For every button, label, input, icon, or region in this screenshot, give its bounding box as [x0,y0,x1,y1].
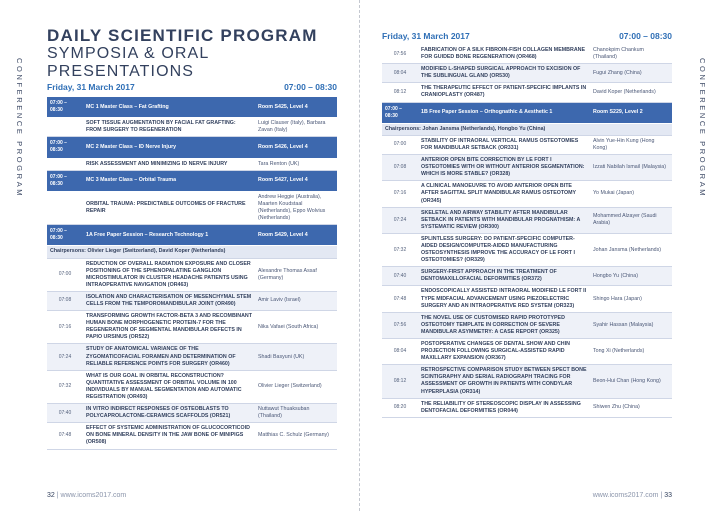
day-header-left [47,80,337,96]
program-row [47,370,337,403]
program-row [47,404,337,423]
talk-time: 07:16 [382,181,418,207]
talk-time: 07:24 [382,207,418,233]
talk-title: THE NOVEL USE OF CUSTOMISED RAPID PROTOTYPED OSTEOTOMY TEMPLATE IN CORRECTION OF SEVERE MANDIBULAR ASYMMETRY: A CASE REPORT (OR325) [418,312,590,338]
program-row [382,83,672,102]
session-title: MC 1 Master Class – Fat Grafting [83,97,255,118]
program-row [47,118,337,137]
footer-url[interactable]: www.icoms2017.com [60,492,127,499]
talk-author: Nuttawut Thuaksuban (Thailand) [255,404,337,423]
session-room: Room S429, Level 4 [255,225,337,246]
program-row [382,181,672,207]
day-label: Friday, 31 March 2017 [382,31,470,41]
talk-title: MODIFIED L-SHAPED SURGICAL APPROACH TO EXCISION OF THE SUBLINGUAL GLAND (OR530) [418,64,590,83]
talk-author: Shadi Basyuni (UK) [255,344,337,370]
talk-author: Chanokpim Chankum (Thailand) [590,45,672,64]
talk-title: SURGERY-FIRST APPROACH IN THE TREATMENT OF DENTOMAXILLOFACIAL DEFORMITIES (OR372) [418,267,590,286]
talk-author: Alvin Yue-Hin Kung (Hong Kong) [590,135,672,154]
program-row [382,339,672,365]
session-time: 07:00 – 08:30 [47,170,83,191]
program-row [382,233,672,266]
session-room: Room S426, Level 4 [255,137,337,158]
talk-author: Amir Laviv (Israel) [255,291,337,310]
talk-time: 07:00 [382,135,418,154]
talk-time: 08:04 [382,339,418,365]
program-row [47,191,337,224]
session-time: 07:00 – 08:30 [47,97,83,118]
talk-title: A CLINICAL MANOEUVRE TO AVOID ANTERIOR OPEN BITE AFTER SAGITTAL SPLIT MANDIBULAR RAMUS OSTEOTOMY (OR345) [418,181,590,207]
talk-time: 07:48 [47,423,83,449]
talk-title: IN VITRO INDIRECT RESPONSES OF OSTEOBLASTS TO POLYCAPROLACTONE-CERAMICS SCAFFOLDS (OR521) [83,404,255,423]
talk-title: ANTERIOR OPEN BITE CORRECTION BY LE FORT I OSTEOTOMIES WITH OR WITHOUT ANTERIOR SEGMENTATION: WHICH IS MORE STABLE? (OR328) [418,155,590,181]
talk-author: Tara Renton (UK) [255,158,337,170]
session-room: Room S427, Level 4 [255,170,337,191]
day-header-right [382,29,672,45]
talk-author: Olivier Lieger (Switzerland) [255,370,337,403]
chairpersons-row [47,246,337,258]
talk-time [47,158,83,170]
talk-title: FABRICATION OF A SILK FIBROIN-FISH COLLAGEN MEMBRANE FOR GUIDED BONE REGENERATION (OR468) [418,45,590,64]
program-row [382,398,672,417]
session-header [47,170,337,191]
talk-title: STABILITY OF INTRAORAL VERTICAL RAMUS OSTEOTOMIES FOR MANDIBULAR SETBACK (OR331) [418,135,590,154]
talk-time: 08:20 [382,398,418,417]
program-row [47,291,337,310]
talk-title: SPLINTLESS SURGERY: DO PATIENT-SPECIFIC COMPUTER-AIDED DESIGN/COMPUTER-AIDED MANUFACTURING OSTEOSYNTHESIS IMPROVE THE ACCURACY OF LE FORT I OSTEOTOMIES? (OR329) [418,233,590,266]
talk-time: 08:12 [382,83,418,102]
program-row [382,312,672,338]
talk-time: 07:32 [382,233,418,266]
session-title: MC 3 Master Class – Orbital Trauma [83,170,255,191]
talk-time: 07:00 [47,258,83,291]
talk-author: David Koper (Netherlands) [590,83,672,102]
talk-author: Yo Mukai (Japan) [590,181,672,207]
footer-left: 32 | www.icoms2017.com [47,492,127,499]
talk-author: Hongbo Yu (China) [590,267,672,286]
program-row [382,155,672,181]
talk-title: ISOLATION AND CHARACTERISATION OF MESENCHYMAL STEM CELLS FROM THE TEMPOROMANDIBULAR JOINT (OR490) [83,291,255,310]
talk-time: 07:40 [47,404,83,423]
talk-time: 08:04 [382,64,418,83]
talk-author: Shingo Hara (Japan) [590,286,672,312]
talk-title: EFFECT OF SYSTEMIC ADMINISTRATION OF GLUCOCORTICOID ON BONE MINERAL DENSITY IN THE JAW BONE OF MINIPIGS (OR508) [83,423,255,449]
session-title: MC 2 Master Class – ID Nerve Injury [83,137,255,158]
talk-author: Matthias C. Schulz (Germany) [255,423,337,449]
talk-title: STUDY OF ANATOMICAL VARIANCE OF THE ZYGOMATICOFACIAL FORAMEN AND DETERMINATION OF RELIABLE REFERENCE POINTS FOR SURGERY (OR460) [83,344,255,370]
talk-time: 07:56 [382,312,418,338]
talk-title: TRANSFORMING GROWTH FACTOR-BETA 3 AND RECOMBINANT HUMAN BONE MORPHOGENETIC PROTEIN-7 FOR THE REGENERATION OF SEGMENTAL MANDIBULAR DEFECTS IN PAPIO URSINUS (OR522) [83,311,255,344]
session-title: 1A Free Paper Session – Research Technology 1 [83,225,255,246]
program-row [382,207,672,233]
talk-time: 07:40 [382,267,418,286]
talk-time [47,118,83,137]
talk-title: WHAT IS OUR GOAL IN ORBITAL RECONSTRUCTION? QUANTITATIVE ASSESSMENT OF ORBITAL VOLUME IN 100 INDIVIDUALS BY MANUAL SEGMENTATION AND AUTOMATIC REGISTRATION (OR493) [83,370,255,403]
program-row [382,267,672,286]
program-row [382,135,672,154]
talk-title: THE RELIABILITY OF STEREOSCOPIC DISPLAY IN ASSESSING DENTOFACIAL DEFORMITIES (OR044) [418,398,590,417]
talk-author: Luigi Clauser (Italy), Barbara Zavan (Italy) [255,118,337,137]
page-number: 32 [47,492,55,499]
talk-title: SKELETAL AND AIRWAY STABILITY AFTER MANDIBULAR SETBACK IN PATIENTS WITH MANDIBULAR PROGNATHISM: A SYSTEMATIC REVIEW (OR300) [418,207,590,233]
side-label-left: CONFERENCE PROGRAM [15,58,24,199]
talk-author: Fugui Zhang (China) [590,64,672,83]
program-row [382,45,672,64]
session-title: 1B Free Paper Session – Orthognathic & Aesthetic 1 [418,102,590,123]
program-row [382,286,672,312]
talk-time [47,191,83,224]
program-row [47,258,337,291]
talk-title: RISK ASSESSMENT AND MINIMIZING ID NERVE INJURY [83,158,255,170]
chairpersons: Chairpersons: Olivier Lieger (Switzerland), David Koper (Netherlands) [47,246,337,258]
talk-author: Mohammed Alzayer (Saudi Arabia) [590,207,672,233]
time-range-label: 07:00 – 08:30 [284,82,337,92]
talk-time: 07:08 [47,291,83,310]
footer-url[interactable]: www.icoms2017.com [592,492,659,499]
talk-title: SOFT TISSUE AUGMENTATION BY FACIAL FAT GRAFTING: FROM SURGERY TO REGENERATION [83,118,255,137]
talk-author: Andrew Heggie (Australia), Maarten Koudstaal (Netherlands), Eppo Wolvius (Netherlands) [255,191,337,224]
program-row [47,423,337,449]
session-header [47,97,337,118]
session-header [47,137,337,158]
talk-time: 07:56 [382,45,418,64]
session-header [382,102,672,123]
talk-title: THE THERAPEUTIC EFFECT OF PATIENT-SPECIFIC IMPLANTS IN CRANIOPLASTY (OR487) [418,83,590,102]
chairpersons-row [382,123,672,135]
talk-author: Alexandre Thomas Assaf (Germany) [255,258,337,291]
talk-author: Syahir Hassan (Malaysia) [590,312,672,338]
talk-time: 07:32 [47,370,83,403]
session-time: 07:00 – 08:30 [47,225,83,246]
program-row [382,64,672,83]
program-row [382,365,672,398]
session-room: Room S425, Level 4 [255,97,337,118]
session-room: Room S229, Level 2 [590,102,672,123]
talk-author: Shiwen Zhu (China) [590,398,672,417]
program-row [47,344,337,370]
talk-author: Johan Jansma (Netherlands) [590,233,672,266]
session-time: 07:00 – 08:30 [47,137,83,158]
chairpersons: Chairpersons: Johan Jansma (Netherlands), Hongbo Yu (China) [382,123,672,135]
talk-title: ORBITAL TRAUMA: PREDICTABLE OUTCOMES OF FRACTURE REPAIR [83,191,255,224]
talk-title: RETROSPECTIVE COMPARISON STUDY BETWEEN SPECT BONE SCINTIGRAPHY AND SERIAL RADIOGRAPH TRACING FOR ASSESSMENT OF GROWTH IN PATIENTS WITH CONDYLAR HYPERPLASIA (OR314) [418,365,590,398]
program-row [47,158,337,170]
talk-title: POSTOPERATIVE CHANGES OF DENTAL SHOW AND CHIN PROJECTION FOLLOWING SURGICAL-ASSISTED RAPID MAXILLARY EXPANSION (OR367) [418,339,590,365]
talk-time: 07:24 [47,344,83,370]
talk-time: 08:12 [382,365,418,398]
day-label: Friday, 31 March 2017 [47,82,135,92]
page-subtitle: SYMPOSIA & ORAL PRESENTATIONS [47,45,209,80]
session-header [47,225,337,246]
talk-time: 07:08 [382,155,418,181]
program-table-left [47,97,337,450]
program-table-right [382,45,672,418]
talk-time: 07:48 [382,286,418,312]
program-row [47,311,337,344]
talk-author: Nika Vafaei (South Africa) [255,311,337,344]
talk-title: REDUCTION OF OVERALL RADIATION EXPOSURE AND CLOSER POSITIONING OF THE SPHENOPALATINE GANGLION MICROSTIMULATOR IN CLUSTER HEADACHE PATIENTS USING INTRAOPERATIVE NAVIGATION (OR463) [83,258,255,291]
right-page [360,0,720,511]
talk-author: Beon-Hui Chan (Hong Kong) [590,365,672,398]
talk-time: 07:16 [47,311,83,344]
talk-author: Tong Xi (Netherlands) [590,339,672,365]
footer-right: www.icoms2017.com | 33 [592,492,672,499]
side-label-right: CONFERENCE PROGRAM [698,58,707,199]
page-title: DAILY SCIENTIFIC PROGRAM [47,26,318,45]
talk-author: Izzati Nabilah Ismail (Malaysia) [590,155,672,181]
talk-title: ENDOSCOPICALLY ASSISTED INTRAORAL MODIFIED LE FORT II TYPE MIDFACIAL ADVANCEMENT USING PIEZOELECTRIC SURGERY AND AN INTRAOPERATIVE RED SYSTEM (OR323) [418,286,590,312]
time-range-label: 07:00 – 08:30 [619,31,672,41]
session-time: 07:00 – 08:30 [382,102,418,123]
page-number: 33 [664,492,672,499]
